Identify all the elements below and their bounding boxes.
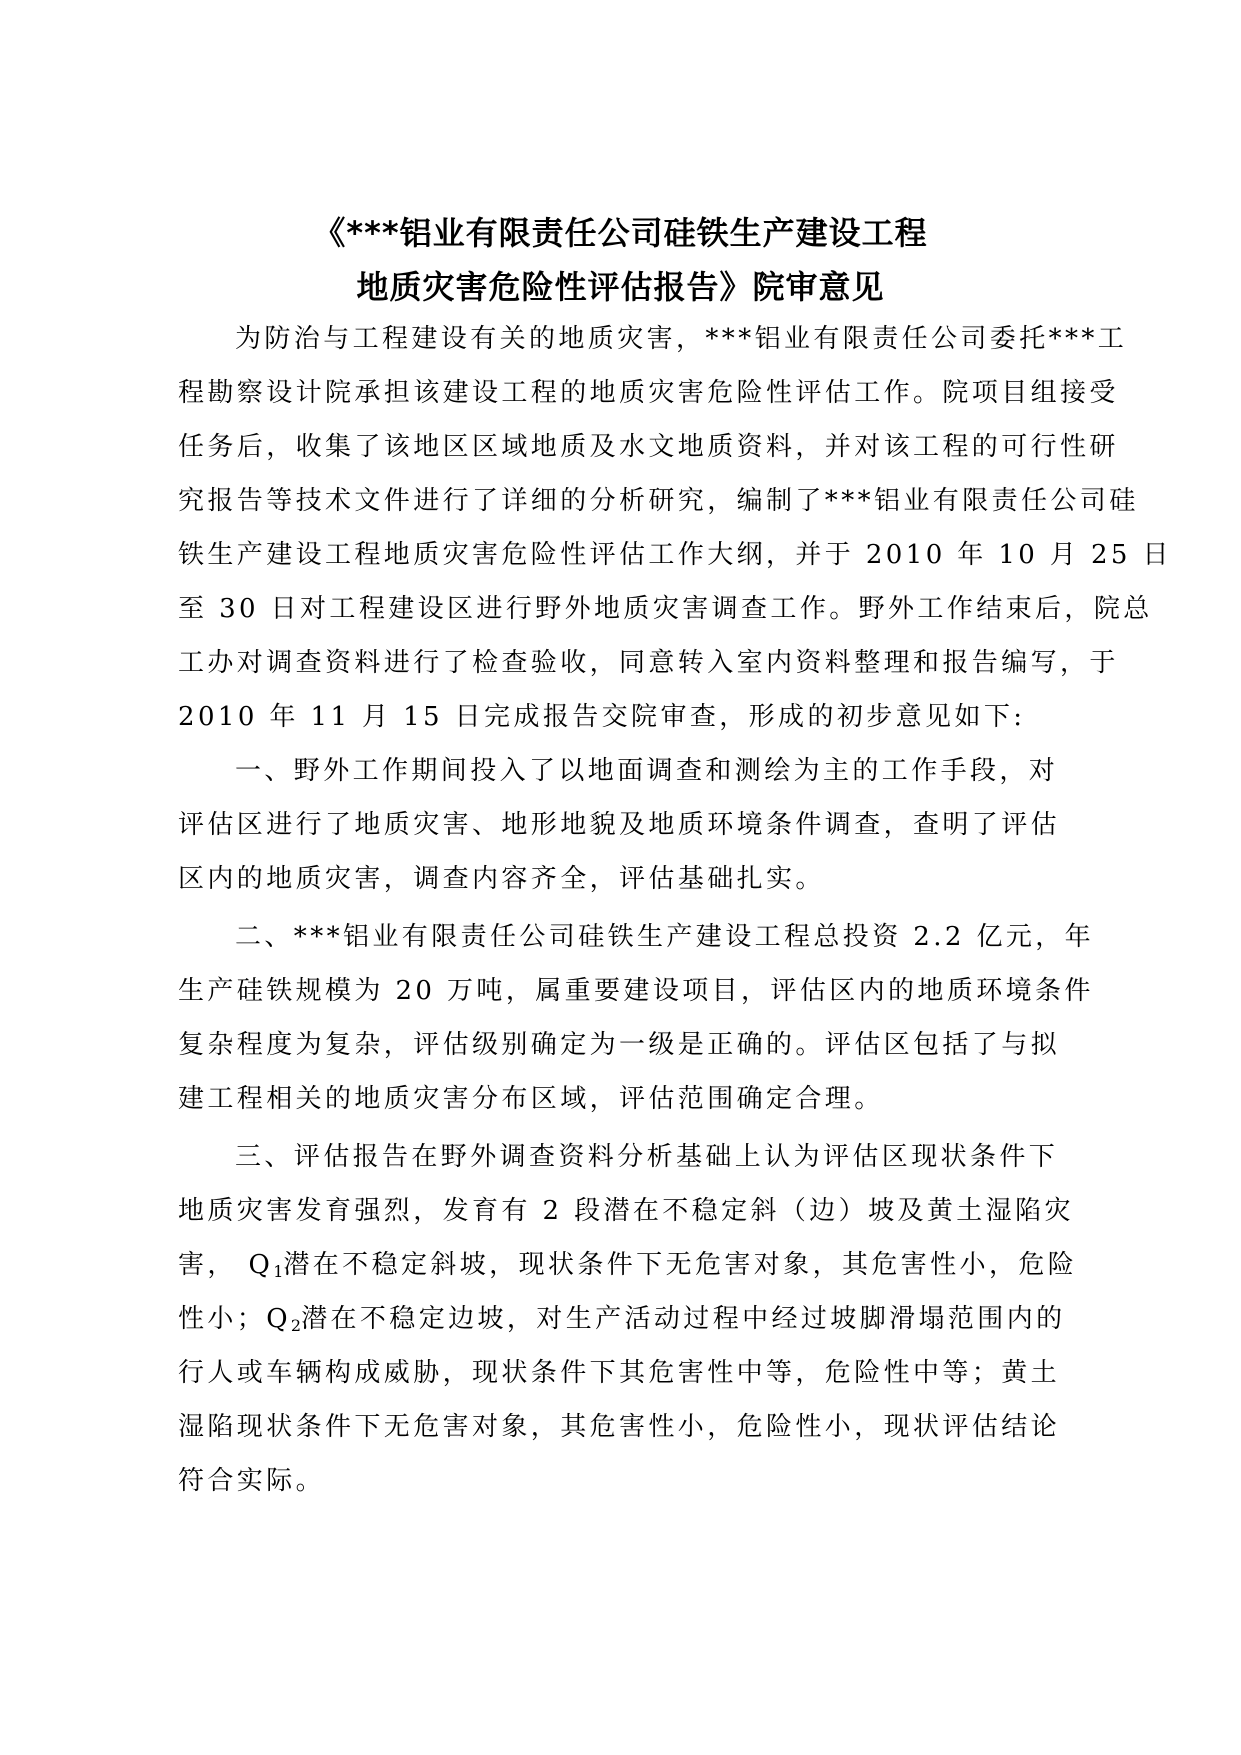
paragraph-line: 生产硅铁规模为 20 万吨，属重要建设项目，评估区内的地质环境条件 <box>178 976 1094 1006</box>
paragraph-line: 任务后，收集了该地区区域地质及水文地质资料，并对该工程的可行性研 <box>178 432 1119 462</box>
paragraph-line: 2010 年 11 月 15 日完成报告交院审查，形成的初步意见如下: <box>178 702 1026 732</box>
paragraph-line <box>178 1244 1077 1281</box>
line-suffix: 潜在不稳定边坡，对生产活动过程中经过坡脚滑塌范围内的 <box>301 1304 1066 1334</box>
paragraph-line: 湿陷现状条件下无危害对象，其危害性小，危险性小，现状评估结论 <box>178 1412 1061 1442</box>
paragraph-line: 铁生产建设工程地质灾害危险性评估工作大纲，并于 2010 年 10 月 25 日 <box>178 540 1172 570</box>
paragraph-line: 评估区进行了地质灾害、地形地貌及地质环境条件调查，查明了评估 <box>178 810 1061 840</box>
paragraph-line: 区内的地质灾害，调查内容齐全，评估基础扎实。 <box>178 864 825 894</box>
paragraph-line: 二、***铝业有限责任公司硅铁生产建设工程总投资 2.2 亿元，年 <box>235 922 1095 952</box>
document-title-line-1: 《***铝业有限责任公司硅铁生产建设工程 <box>313 214 928 252</box>
paragraph-line: 复杂程度为复杂，评估级别确定为一级是正确的。评估区包括了与拟 <box>178 1030 1061 1060</box>
line-prefix: 害， Q <box>178 1250 274 1280</box>
paragraph-line: 行人或车辆构成威胁，现状条件下其危害性中等，危险性中等；黄土 <box>178 1358 1061 1388</box>
paragraph-line: 符合实际。 <box>178 1466 326 1496</box>
subscript: 2 <box>290 1316 302 1335</box>
paragraph-line: 建工程相关的地质灾害分布区域，评估范围确定合理。 <box>178 1084 884 1114</box>
subscript: 1 <box>273 1262 284 1281</box>
paragraph-line: 三、评估报告在野外调查资料分析基础上认为评估区现状条件下 <box>235 1142 1059 1172</box>
paragraph-line: 为防治与工程建设有关的地质灾害，***铝业有限责任公司委托***工 <box>235 324 1128 354</box>
paragraph-line: 究报告等技术文件进行了详细的分析研究，编制了***铝业有限责任公司硅 <box>178 486 1139 516</box>
document-title-line-2: 地质灾害危险性评估报告》院审意见 <box>356 268 885 306</box>
paragraph-line: 至 30 日对工程建设区进行野外地质灾害调查工作。野外工作结束后，院总 <box>178 594 1153 624</box>
paragraph-line: 地质灾害发育强烈，发育有 2 段潜在不稳定斜（边）坡及黄土湿陷灾 <box>178 1196 1074 1226</box>
paragraph-line <box>178 1298 1066 1335</box>
line-prefix: 性小；Q <box>178 1304 291 1334</box>
paragraph-line: 工办对调查资料进行了检查验收，同意转入室内资料整理和报告编写，于 <box>178 648 1119 678</box>
line-suffix: 潜在不稳定斜坡，现状条件下无危害对象，其危害性小，危险 <box>283 1250 1078 1280</box>
paragraph-line: 程勘察设计院承担该建设工程的地质灾害危险性评估工作。院项目组接受 <box>178 378 1119 408</box>
paragraph-line: 一、野外工作期间投入了以地面调查和测绘为主的工作手段，对 <box>235 756 1059 786</box>
